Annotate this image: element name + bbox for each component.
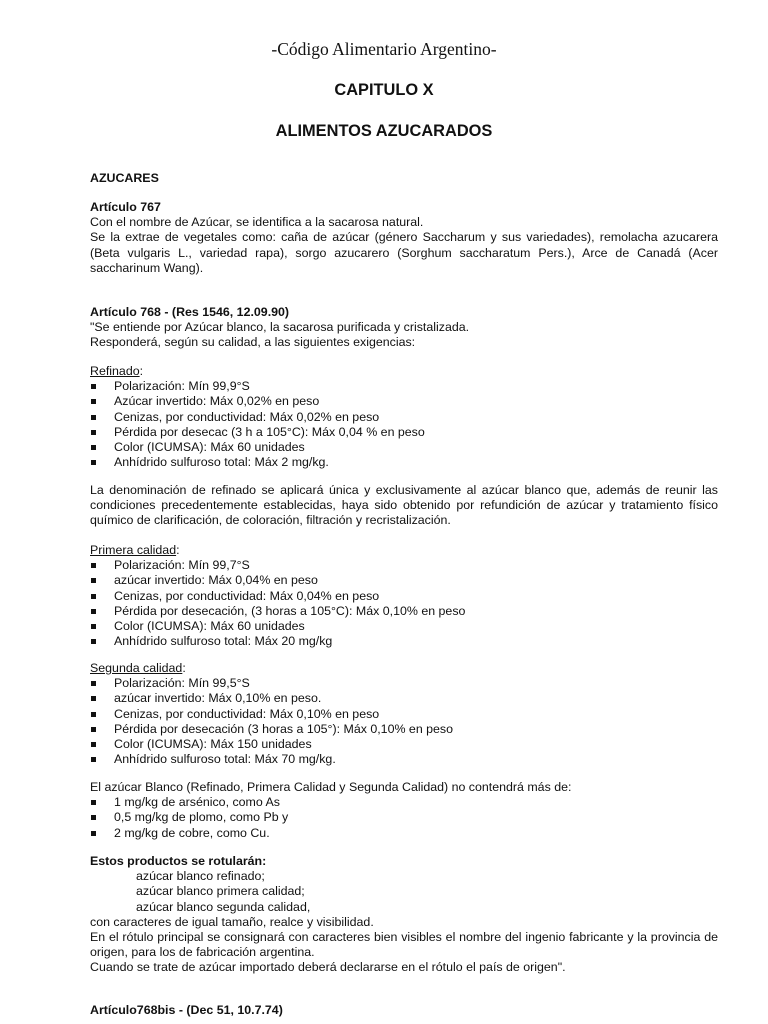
subsection-label: Refinado	[90, 364, 140, 378]
paragraph: Responderá, según su calidad, a las siguientes exigencias:	[90, 335, 416, 350]
colon: :	[139, 364, 144, 378]
list-item: Cenizas, por conductividad: Máx 0,10% en peso	[90, 707, 718, 722]
list-item: Cenizas, por conductividad: Máx 0,04% en peso	[90, 589, 718, 604]
label-item: azúcar blanco refinado;	[136, 869, 265, 884]
section-heading: AZUCARES	[90, 171, 159, 185]
subsection-heading	[90, 543, 718, 558]
colon: :	[182, 661, 186, 675]
list-item: Anhídrido sulfuroso total: Máx 2 mg/kg.	[90, 455, 718, 470]
list-item: azúcar invertido: Máx 0,10% en peso.	[90, 691, 718, 706]
subsection-label: Primera calidad	[90, 543, 177, 557]
contaminant-limits-block	[90, 780, 718, 841]
subsection-label: Segunda calidad	[90, 661, 183, 675]
requirements-list	[90, 558, 718, 649]
primera-calidad-block	[90, 543, 718, 649]
colon: :	[176, 543, 180, 557]
labeling-heading: Estos productos se rotularán:	[90, 854, 267, 868]
list-item: Color (ICUMSA): Máx 150 unidades	[90, 737, 718, 752]
list-item: Anhídrido sulfuroso total: Máx 70 mg/kg.	[90, 752, 718, 767]
label-item: azúcar blanco primera calidad;	[136, 884, 305, 899]
refinado-block	[90, 364, 718, 470]
list-item: Polarización: Mín 99,9°S	[90, 379, 718, 394]
article-title: Artículo 767	[90, 200, 161, 214]
list-item: 0,5 mg/kg de plomo, como Pb y	[90, 810, 718, 825]
requirements-list	[90, 676, 718, 767]
paragraph: Con el nombre de Azúcar, se identifica a la sacarosa natural.	[90, 215, 424, 230]
list-item: Cenizas, por conductividad: Máx 0,02% en peso	[90, 410, 718, 425]
subsection-heading	[90, 364, 718, 379]
document-header: -Código Alimentario Argentino-	[271, 39, 497, 59]
list-item: Color (ICUMSA): Máx 60 unidades	[90, 440, 718, 455]
paragraph: con caracteres de igual tamaño, realce y visibilidad.	[90, 914, 374, 929]
list-item: Polarización: Mín 99,7°S	[90, 558, 718, 573]
requirements-list	[90, 379, 718, 470]
paragraph: Se la extrae de vegetales como: caña de azúcar (género Saccharum y sus variedades), remolacha azucarera (Beta vulgaris L., variedad rapa), sorgo azucarero (Sorghum saccharatum Pers.), Arce de Canadá (Acer saccharinum Wang).	[90, 230, 718, 275]
subsection-heading	[90, 661, 718, 676]
article-768	[90, 305, 718, 351]
article-767	[90, 200, 718, 276]
list-item: Polarización: Mín 99,5°S	[90, 676, 718, 691]
list-item: 2 mg/kg de cobre, como Cu.	[90, 826, 718, 841]
paragraph: Cuando se trate de azúcar importado deberá declararse en el rótulo el país de origen".	[90, 960, 566, 975]
list-item: 1 mg/kg de arsénico, como As	[90, 795, 718, 810]
article-title: Artículo 768 - (Res 1546, 12.09.90)	[90, 305, 290, 319]
chapter-number: CAPITULO X	[334, 81, 434, 99]
paragraph: En el rótulo principal se consignará con caracteres bien visibles el nombre del ingenio fabricante y la provincia de origen, para los de fabricación argentina.	[90, 930, 718, 960]
list-item: Azúcar invertido: Máx 0,02% en peso	[90, 394, 718, 409]
chapter-title: ALIMENTOS AZUCARADOS	[275, 122, 493, 140]
segunda-calidad-block	[90, 661, 718, 767]
list-item: Pérdida por desecación, (3 horas a 105°C): Máx 0,10% en peso	[90, 604, 718, 619]
labeling-block	[90, 854, 718, 976]
paragraph: "Se entiende por Azúcar blanco, la sacarosa purificada y cristalizada.	[90, 320, 470, 335]
list-item: Color (ICUMSA): Máx 60 unidades	[90, 619, 718, 634]
limits-list	[90, 795, 718, 841]
article-768bis-title: Artículo768bis - (Dec 51, 10.7.74)	[90, 1003, 283, 1017]
paragraph: El azúcar Blanco (Refinado, Primera Calidad y Segunda Calidad) no contendrá más de:	[90, 780, 572, 794]
label-item: azúcar blanco segunda calidad,	[136, 899, 311, 914]
paragraph: La denominación de refinado se aplicará única y exclusivamente al azúcar blanco que, además de reunir las condiciones precedentemente establecidas, haya sido obtenido por refundición de azúcar y tratamiento físico químico de clarificación, de coloración, filtración y recristalización.	[90, 483, 718, 528]
list-item: Pérdida por desecación (3 horas a 105°): Máx 0,10% en peso	[90, 722, 718, 737]
list-item: Pérdida por desecac (3 h a 105°C): Máx 0,04 % en peso	[90, 425, 718, 440]
list-item: Anhídrido sulfuroso total: Máx 20 mg/kg	[90, 634, 718, 649]
list-item: azúcar invertido: Máx 0,04% en peso	[90, 573, 718, 588]
